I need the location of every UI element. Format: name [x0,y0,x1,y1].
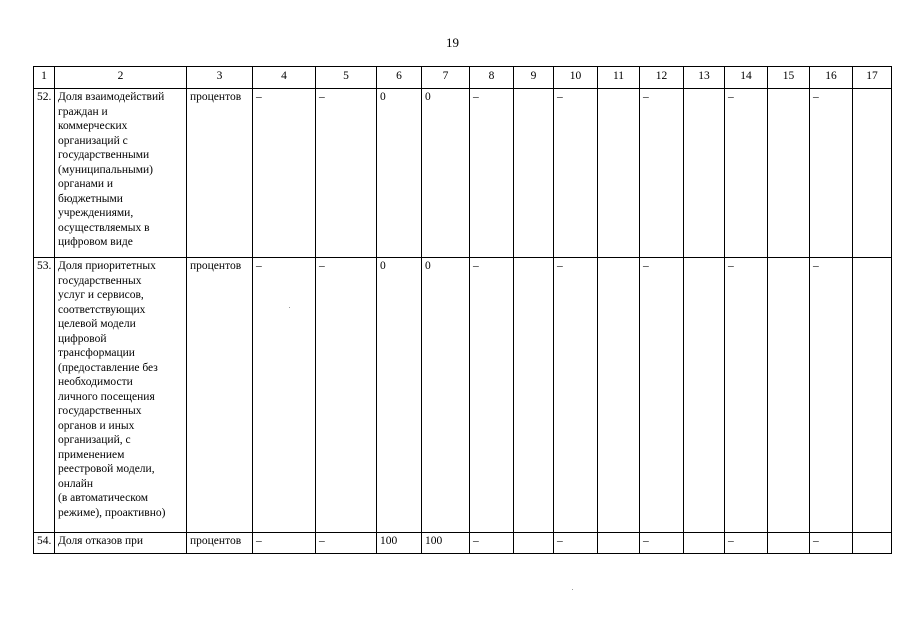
page-number: 19 [446,35,459,50]
table-row [34,258,892,533]
column-header: 11 [598,67,640,89]
value-cell: – [316,89,377,258]
value-cell: – [316,533,377,554]
value-cell: – [640,533,684,554]
value-cell [684,89,725,258]
column-header: 13 [684,67,725,89]
value-cell: – [554,533,598,554]
column-header: 17 [853,67,892,89]
value-cell: – [725,89,768,258]
column-header: 4 [253,67,316,89]
value-cell: 0 [377,258,422,533]
indicator-table [33,66,892,554]
column-header: 3 [187,67,253,89]
value-cell [853,258,892,533]
value-cell [768,89,810,258]
column-header: 1 [34,67,55,89]
value-cell: – [725,533,768,554]
value-cell [514,258,554,533]
value-cell [598,258,640,533]
indicator-name: Доля отказов при [55,533,187,554]
value-cell [598,533,640,554]
value-cell: – [554,258,598,533]
value-cell: 0 [377,89,422,258]
value-cell: – [725,258,768,533]
column-header: 8 [470,67,514,89]
value-cell: – [810,533,853,554]
column-header: 6 [377,67,422,89]
row-number: 52. [34,89,55,258]
table-row [34,89,892,258]
value-cell: – [316,258,377,533]
column-header: 16 [810,67,853,89]
value-cell: 100 [422,533,470,554]
value-cell: 0 [422,258,470,533]
row-number: 54. [34,533,55,554]
value-cell: 100 [377,533,422,554]
value-cell: – [810,258,853,533]
value-cell: – [640,258,684,533]
value-cell: – [253,533,316,554]
value-cell [684,258,725,533]
column-header: 2 [55,67,187,89]
indicator-name: Доля приоритетных государственных услуг и сервисов, соответствующих целевой модели цифровой трансформации (предоставление без необходимости личного посещения государственных органов и иных организаций, с применением реестровой модели, онлайн (в автоматическом режиме), проактивно) [55,258,187,533]
row-number: 53. [34,258,55,533]
column-header: 15 [768,67,810,89]
scan-speck [289,307,290,308]
column-header: 10 [554,67,598,89]
header-row [34,67,892,89]
unit-cell: процентов [187,533,253,554]
value-cell: – [253,89,316,258]
column-header: 9 [514,67,554,89]
table-row [34,533,892,554]
value-cell [853,533,892,554]
column-header: 14 [725,67,768,89]
value-cell [768,533,810,554]
scan-speck [572,589,573,590]
column-header: 7 [422,67,470,89]
indicator-name: Доля взаимодействий граждан и коммерческих организаций с государственными (муниципальными) органами и бюджетными учреждениями, осуществляемых в цифровом виде [55,89,187,258]
column-header: 5 [316,67,377,89]
value-cell: – [554,89,598,258]
value-cell: – [470,533,514,554]
value-cell [514,89,554,258]
value-cell: – [640,89,684,258]
value-cell [768,258,810,533]
value-cell [598,89,640,258]
value-cell: – [470,258,514,533]
column-header: 12 [640,67,684,89]
value-cell: – [470,89,514,258]
value-cell: – [253,258,316,533]
value-cell: – [810,89,853,258]
value-cell [514,533,554,554]
value-cell [684,533,725,554]
value-cell: 0 [422,89,470,258]
value-cell [853,89,892,258]
unit-cell: процентов [187,89,253,258]
unit-cell: процентов [187,258,253,533]
